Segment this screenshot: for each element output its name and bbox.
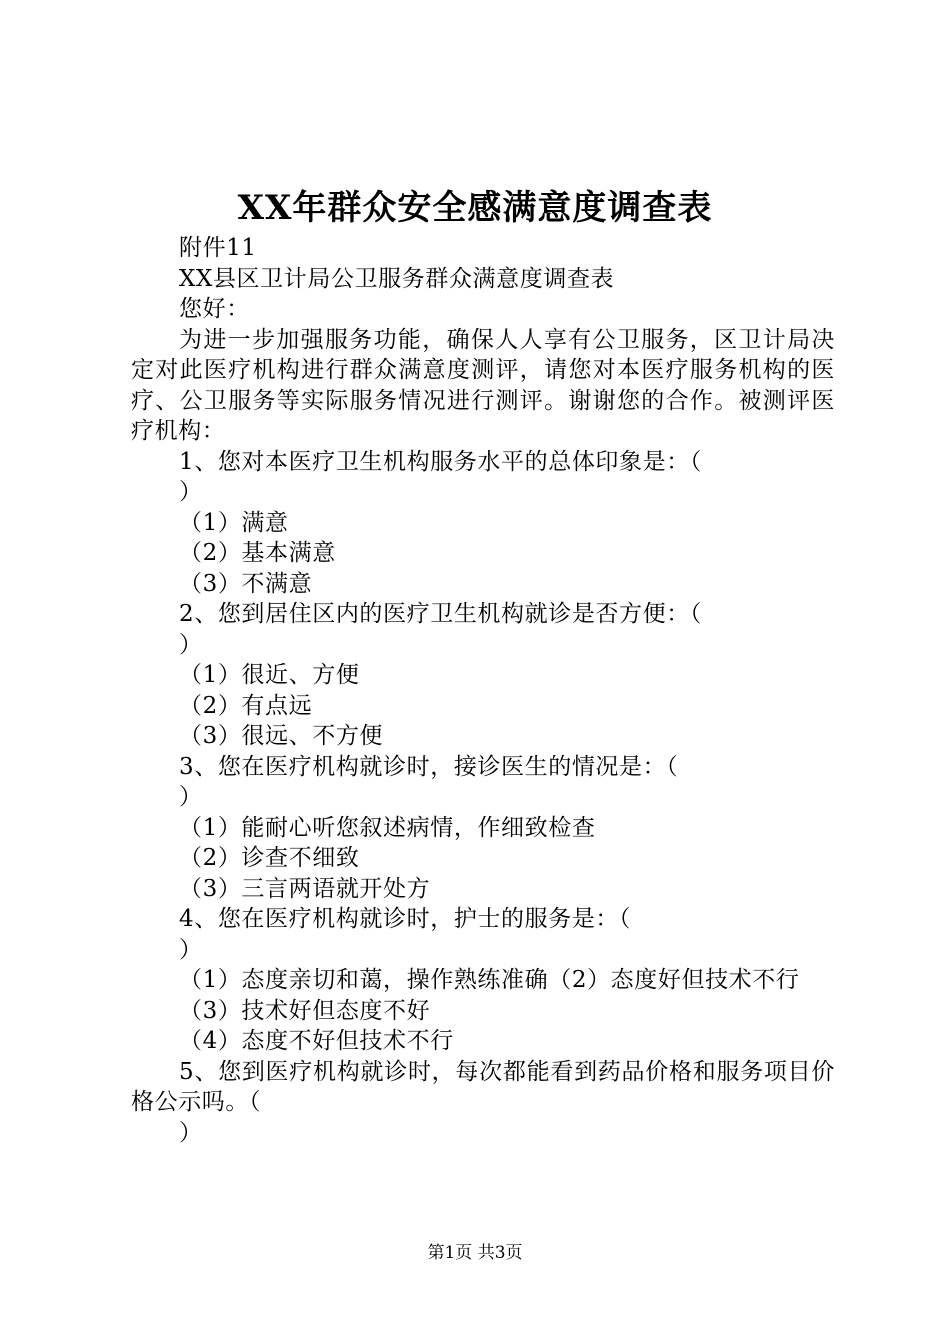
question-4-option: （1）态度亲切和蔼，操作熟练准确（2）态度好但技术不行: [179, 967, 800, 993]
page-number: 第1页 共3页: [427, 1243, 523, 1263]
question-3-option: （2）诊查不细致: [179, 845, 360, 871]
question-2: 2、您到居住区内的医疗卫生机构就诊是否方便：（: [179, 601, 702, 627]
question-2-close: ）: [179, 631, 203, 658]
intro-paragraph: 为进一步加强服务功能，确保人人享有公卫服务，区卫计局决定对此医疗机构进行群众满意度测评，请您对本医疗服务机构的医疗、公卫服务等实际服务情况进行测评。谢谢您的合作。被测评医疗机构：: [131, 326, 835, 444]
question-3-option: （3）三言两语就开处方: [179, 875, 431, 902]
question-1-option: （3）不满意: [179, 570, 313, 597]
question-4-option: （3）技术好但态度不好: [179, 997, 431, 1024]
question-2-option: （1）很近、方便: [179, 662, 360, 688]
question-1: 1、您对本医疗卫生机构服务水平的总体印象是：（: [179, 448, 702, 475]
question-2-option: （3）很远、不方便: [179, 723, 384, 749]
survey-subtitle: XX县区卫计局公卫服务群众满意度调查表: [179, 265, 615, 292]
question-4-close: ）: [179, 936, 203, 963]
document-title: XX年群众安全感满意度调查表: [237, 188, 713, 228]
question-3-option: （1）能耐心听您叙述病情，作细致检查: [179, 814, 596, 841]
document-body: [131, 233, 835, 1148]
question-5-close: ）: [179, 1119, 203, 1146]
question-3: 3、您在医疗机构就诊时，接诊医生的情况是：（: [179, 753, 679, 780]
question-1-option: （1）满意: [179, 509, 289, 536]
question-5: 5、您到医疗机构就诊时，每次都能看到药品价格和服务项目价格公示吗。（: [131, 1058, 835, 1115]
question-4: 4、您在医疗机构就诊时，护士的服务是：（: [179, 906, 632, 932]
greeting: 您好：: [179, 296, 250, 322]
question-1-option: （2）基本满意: [179, 540, 336, 566]
question-4-option: （4）态度不好但技术不行: [179, 1028, 454, 1054]
question-3-close: ）: [179, 784, 203, 810]
question-2-option: （2）有点远: [179, 692, 313, 719]
attachment-label: 附件11: [179, 235, 257, 261]
question-1-close: ）: [179, 479, 203, 505]
